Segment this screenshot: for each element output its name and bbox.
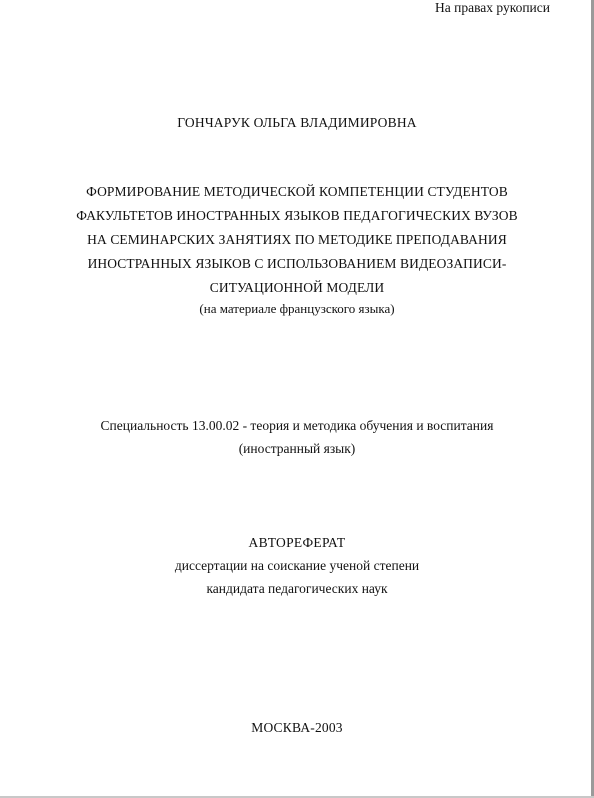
title-note: (на материале французского языка) — [199, 301, 395, 316]
specialty-subline: (иностранный язык) — [238, 441, 356, 456]
rights-note: На правах рукописи — [434, 0, 550, 15]
title-line-4: ИНОСТРАННЫХ ЯЗЫКОВ С ИСПОЛЬЗОВАНИЕМ ВИДЕОЗАПИСИ- — [87, 256, 507, 271]
abstract-line-1: диссертации на соискание ученой степени — [174, 558, 420, 573]
author-name: ГОНЧАРУК ОЛЬГА ВЛАДИМИРОВНА — [177, 115, 417, 130]
abstract-heading: АВТОРЕФЕРАТ — [248, 535, 346, 550]
title-line-2: ФАКУЛЬТЕТОВ ИНОСТРАННЫХ ЯЗЫКОВ ПЕДАГОГИЧЕСКИХ ВУЗОВ — [76, 208, 518, 223]
title-line-5: СИТУАЦИОННОЙ МОДЕЛИ — [209, 280, 385, 295]
city-year: МОСКВА-2003 — [251, 720, 343, 735]
abstract-line-2: кандидата педагогических наук — [206, 581, 388, 596]
specialty-line: Специальность 13.00.02 - теория и методика обучения и воспитания — [100, 418, 494, 433]
title-line-3: НА СЕМИНАРСКИХ ЗАНЯТИЯХ ПО МЕТОДИКЕ ПРЕПОДАВАНИЯ — [87, 232, 507, 247]
title-line-1: ФОРМИРОВАНИЕ МЕТОДИЧЕСКОЙ КОМПЕТЕНЦИИ СТУДЕНТОВ — [86, 184, 508, 199]
